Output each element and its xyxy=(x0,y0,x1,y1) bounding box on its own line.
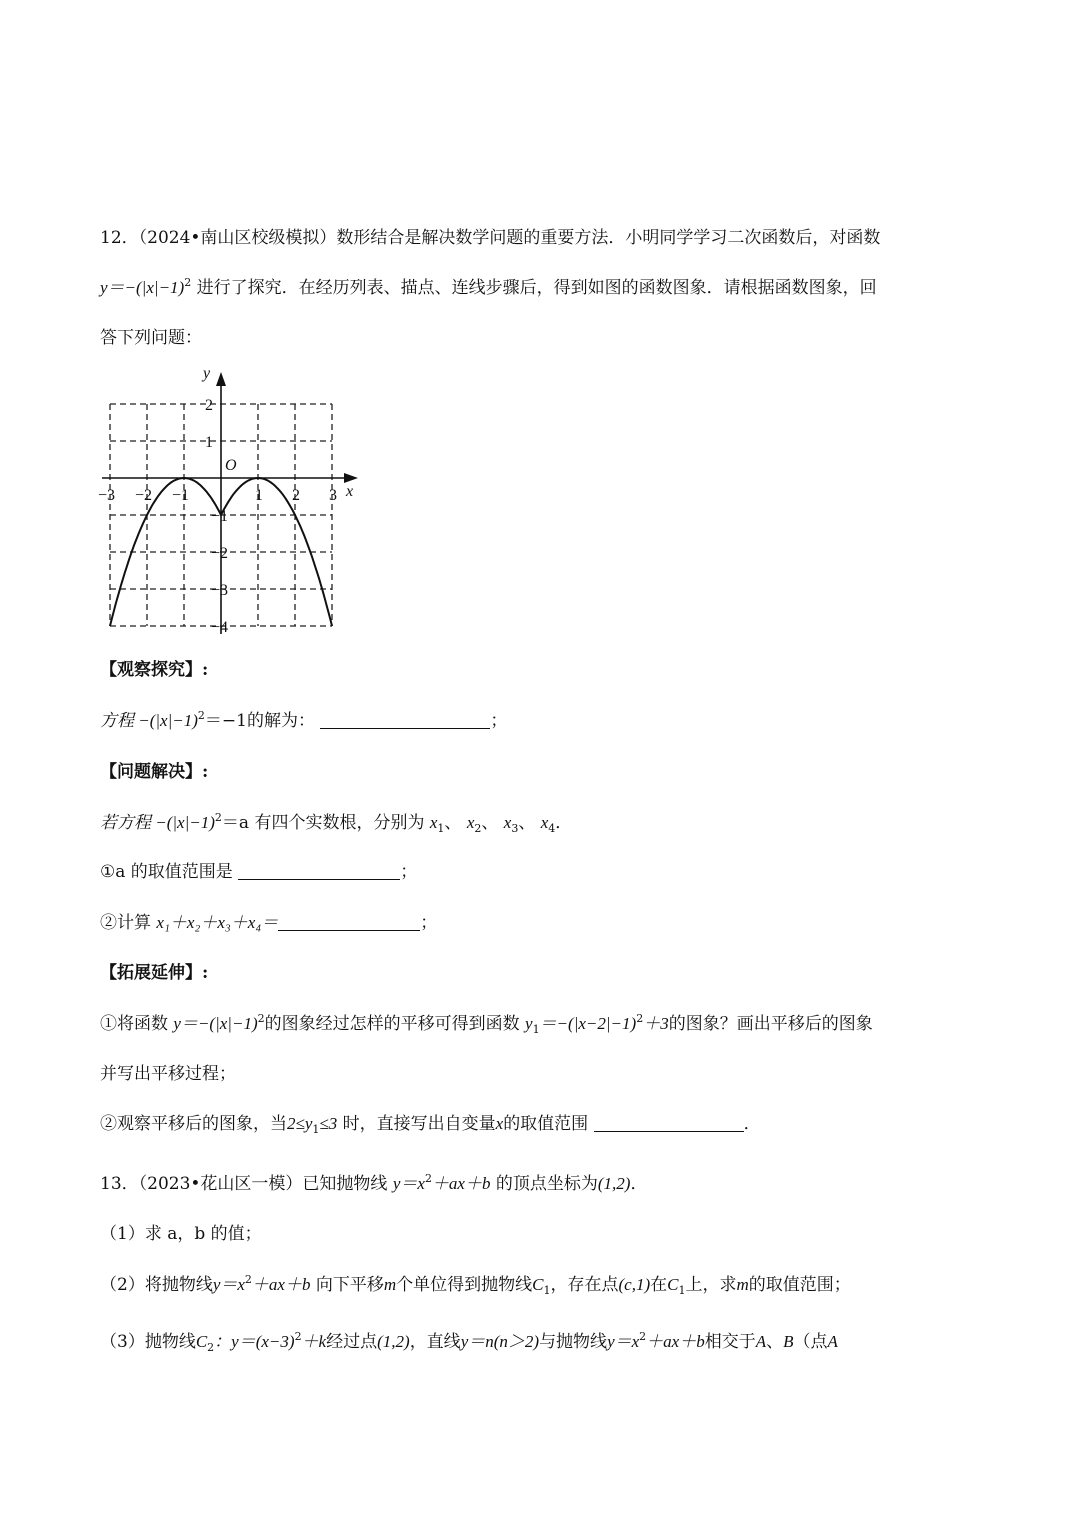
x-axis-arrow xyxy=(344,473,358,483)
solve-equation-rest: ＝a 有四个实数根，分别为 xyxy=(221,813,425,833)
exponent: 2 xyxy=(244,1273,252,1286)
period: ． xyxy=(630,1174,648,1194)
p3-text-2: 经过点 xyxy=(326,1332,378,1352)
subscript: 1 xyxy=(532,1023,540,1036)
ext2-text: ②观察平移后的图象，当 xyxy=(100,1114,287,1134)
punct: ； xyxy=(400,862,418,882)
origin-label: O xyxy=(225,457,237,474)
q12-line-3-text: 答下列问题： xyxy=(100,328,202,348)
q12-line-2 xyxy=(100,276,877,300)
subscript: 1 xyxy=(678,1284,686,1297)
q12-line-3 xyxy=(100,326,202,350)
observe-equation-rest: ＝−1的解为： xyxy=(204,711,315,731)
q13-part-1-text: （1）求 a，b 的值； xyxy=(100,1224,262,1244)
observe-heading xyxy=(100,658,208,682)
p2-function: y＝x xyxy=(212,1275,245,1294)
ext1-function2-body: ＝−(|x−2|−1) xyxy=(539,1014,637,1033)
point-A: A xyxy=(827,1332,838,1351)
punct: ； xyxy=(490,711,508,731)
p2-text-4: ，存在点 xyxy=(550,1275,619,1295)
q13-part-1 xyxy=(100,1222,262,1246)
exponent: 2 xyxy=(639,1330,647,1343)
ext1-function2-tail: ＋3 xyxy=(643,1014,669,1033)
point-1-2: (1,2) xyxy=(377,1332,410,1351)
root-sub: 3 xyxy=(511,822,519,835)
p3-text-3: ，直线 xyxy=(409,1332,461,1352)
curve-C: C xyxy=(667,1275,679,1294)
exponent: 2 xyxy=(197,709,205,722)
x-tick-label: 1 xyxy=(255,487,263,504)
x-tick-label: −3 xyxy=(98,487,116,504)
curve-C: C xyxy=(532,1275,544,1294)
exponent: 2 xyxy=(636,1012,644,1025)
x-tick-label: −2 xyxy=(135,487,153,504)
subscript: 1 xyxy=(312,1123,320,1136)
p3-function: ：y＝(x−3) xyxy=(214,1332,295,1351)
root-sub: 4 xyxy=(548,822,556,835)
sub-question-2 xyxy=(100,911,437,935)
extend-question-1-line-2 xyxy=(100,1062,236,1086)
curve-C: C xyxy=(195,1332,208,1351)
ext2-text-3: 的取值范围 xyxy=(503,1114,589,1134)
point-A: A xyxy=(755,1332,767,1351)
ext2-answer-blank[interactable] xyxy=(594,1115,744,1132)
x-axis-label: x xyxy=(346,483,354,500)
ext2-text-2: 时，直接写出自变量 xyxy=(342,1114,496,1134)
observe-heading-text: 【观察探究】: xyxy=(100,660,209,680)
function-graph xyxy=(98,360,368,645)
punct: ； xyxy=(420,913,438,933)
exponent: 2 xyxy=(424,1172,432,1185)
x-tick-label: −1 xyxy=(172,487,190,504)
point-B: B xyxy=(783,1332,794,1351)
ext1-text-2: 的图象经过怎样的平移可得到函数 xyxy=(264,1014,520,1034)
ext1-text: ①将函数 xyxy=(100,1014,168,1034)
solve-equation: 若方程 −(|x|−1) xyxy=(100,813,215,832)
observe-answer-blank[interactable] xyxy=(320,712,490,729)
observe-equation: 方程 −(|x|−1) xyxy=(100,711,198,730)
exponent: 2 xyxy=(257,1012,265,1025)
extend-question-2 xyxy=(100,1112,761,1136)
x-tick-label: 3 xyxy=(329,487,337,504)
exponent: 2 xyxy=(214,811,222,824)
sub2-answer-blank[interactable] xyxy=(278,914,420,931)
root-sub: 1 xyxy=(437,822,445,835)
p2-text-5: 在 xyxy=(650,1275,668,1295)
p3-text-5: 相交于 xyxy=(704,1332,756,1352)
q13-text: 的顶点坐标为 xyxy=(495,1174,598,1194)
ext1-text-3: 的图象？画出平移后的图象 xyxy=(668,1014,873,1034)
p3-parabola-tail: ＋ax＋b xyxy=(646,1332,705,1351)
variable-x: x xyxy=(495,1114,504,1133)
solve-heading xyxy=(100,760,208,784)
x-tick-label: 2 xyxy=(292,487,300,504)
subscript: 1 xyxy=(543,1284,551,1297)
exponent: 2 xyxy=(184,276,192,289)
period: ． xyxy=(743,1114,761,1134)
ext2-inequality-2: ≤3 xyxy=(319,1114,338,1133)
sep: 、 xyxy=(481,813,499,833)
p2-text-2: 向下平移 xyxy=(315,1275,384,1295)
sub2-label: ②计算 xyxy=(100,913,151,933)
root-x: x xyxy=(503,813,512,832)
variable-m: m xyxy=(383,1275,397,1294)
q12-intro-text: 12．（2024•南山区校级模拟）数形结合是解决数学问题的重要方法．小明同学学习二次函数后，对函数 xyxy=(100,228,881,248)
vertex-point: (1,2) xyxy=(597,1174,631,1193)
ext1-line2-text: 并写出平移过程； xyxy=(100,1064,236,1084)
q13-function-tail: ＋ax＋b xyxy=(431,1174,491,1193)
p2-text-7: 的取值范围； xyxy=(748,1275,851,1295)
y-tick-label: −3 xyxy=(211,582,229,599)
q13-intro: 13．（2023•花山区一模）已知抛物线 xyxy=(100,1174,388,1194)
ext1-function: y＝−(|x|−1) xyxy=(173,1014,258,1033)
subscript: 2 xyxy=(207,1341,215,1354)
p3-parabola: y＝x xyxy=(607,1332,640,1351)
root-sub: 2 xyxy=(474,822,482,835)
extend-question-1 xyxy=(100,1012,873,1036)
ext2-inequality: 2≤y xyxy=(287,1114,313,1133)
q13-part-3 xyxy=(100,1330,838,1354)
q12-function: y＝−(|x|−1) xyxy=(100,278,185,297)
y-tick-label: 1 xyxy=(205,434,213,451)
point-c1: (c,1) xyxy=(618,1275,651,1294)
ext1-function2: y xyxy=(525,1014,533,1033)
q12-line-1 xyxy=(100,226,880,250)
p3-text-6: （点 xyxy=(793,1332,828,1352)
y-tick-label: 2 xyxy=(205,397,213,414)
period: ． xyxy=(555,813,573,833)
y-tick-label: −2 xyxy=(211,545,229,562)
p3-text-4: 与抛物线 xyxy=(539,1332,608,1352)
root-x: x xyxy=(466,813,475,832)
q13-function: y＝x xyxy=(392,1174,425,1193)
p2-function-tail: ＋ax＋b xyxy=(251,1275,311,1294)
y-tick-label: −4 xyxy=(211,619,229,636)
p2-text: （2）将抛物线 xyxy=(100,1275,213,1295)
line-y-n: y＝n(n＞2) xyxy=(460,1332,540,1351)
sub-question-1 xyxy=(100,860,417,884)
sep: 、 xyxy=(766,1332,784,1352)
sub2-expression: x₁＋x₂＋x₃＋x₄＝ xyxy=(156,913,279,932)
p3-text: （3）抛物线 xyxy=(100,1332,196,1352)
exponent: 2 xyxy=(294,1330,302,1343)
extend-heading xyxy=(100,961,208,985)
y-tick-label: −1 xyxy=(211,508,229,525)
variable-m: m xyxy=(736,1275,749,1294)
q13-part-2 xyxy=(100,1273,851,1297)
sep: 、 xyxy=(518,813,536,833)
p2-text-3: 个单位得到抛物线 xyxy=(396,1275,533,1295)
root-x: x xyxy=(540,813,549,832)
y-axis-arrow xyxy=(216,372,226,386)
sub1-answer-blank[interactable] xyxy=(238,863,400,880)
sep: 、 xyxy=(444,813,462,833)
p2-text-6: 上，求 xyxy=(685,1275,737,1295)
p3-function-tail: ＋k xyxy=(301,1332,327,1351)
y-axis-label: y xyxy=(203,365,211,382)
solve-statement xyxy=(100,811,572,835)
solve-heading-text: 【问题解决】: xyxy=(100,762,209,782)
root-x: x xyxy=(429,813,438,832)
q13-line-1 xyxy=(100,1172,647,1196)
graph-labels xyxy=(98,365,353,636)
q12-line-2-text: 进行了探究．在经历列表、描点、连线步骤后，得到如图的函数图象．请根据函数图象，回 xyxy=(196,278,877,298)
observe-question xyxy=(100,709,507,733)
extend-heading-text: 【拓展延伸】: xyxy=(100,963,209,983)
sub1-label: ①a 的取值范围是 xyxy=(100,862,233,882)
